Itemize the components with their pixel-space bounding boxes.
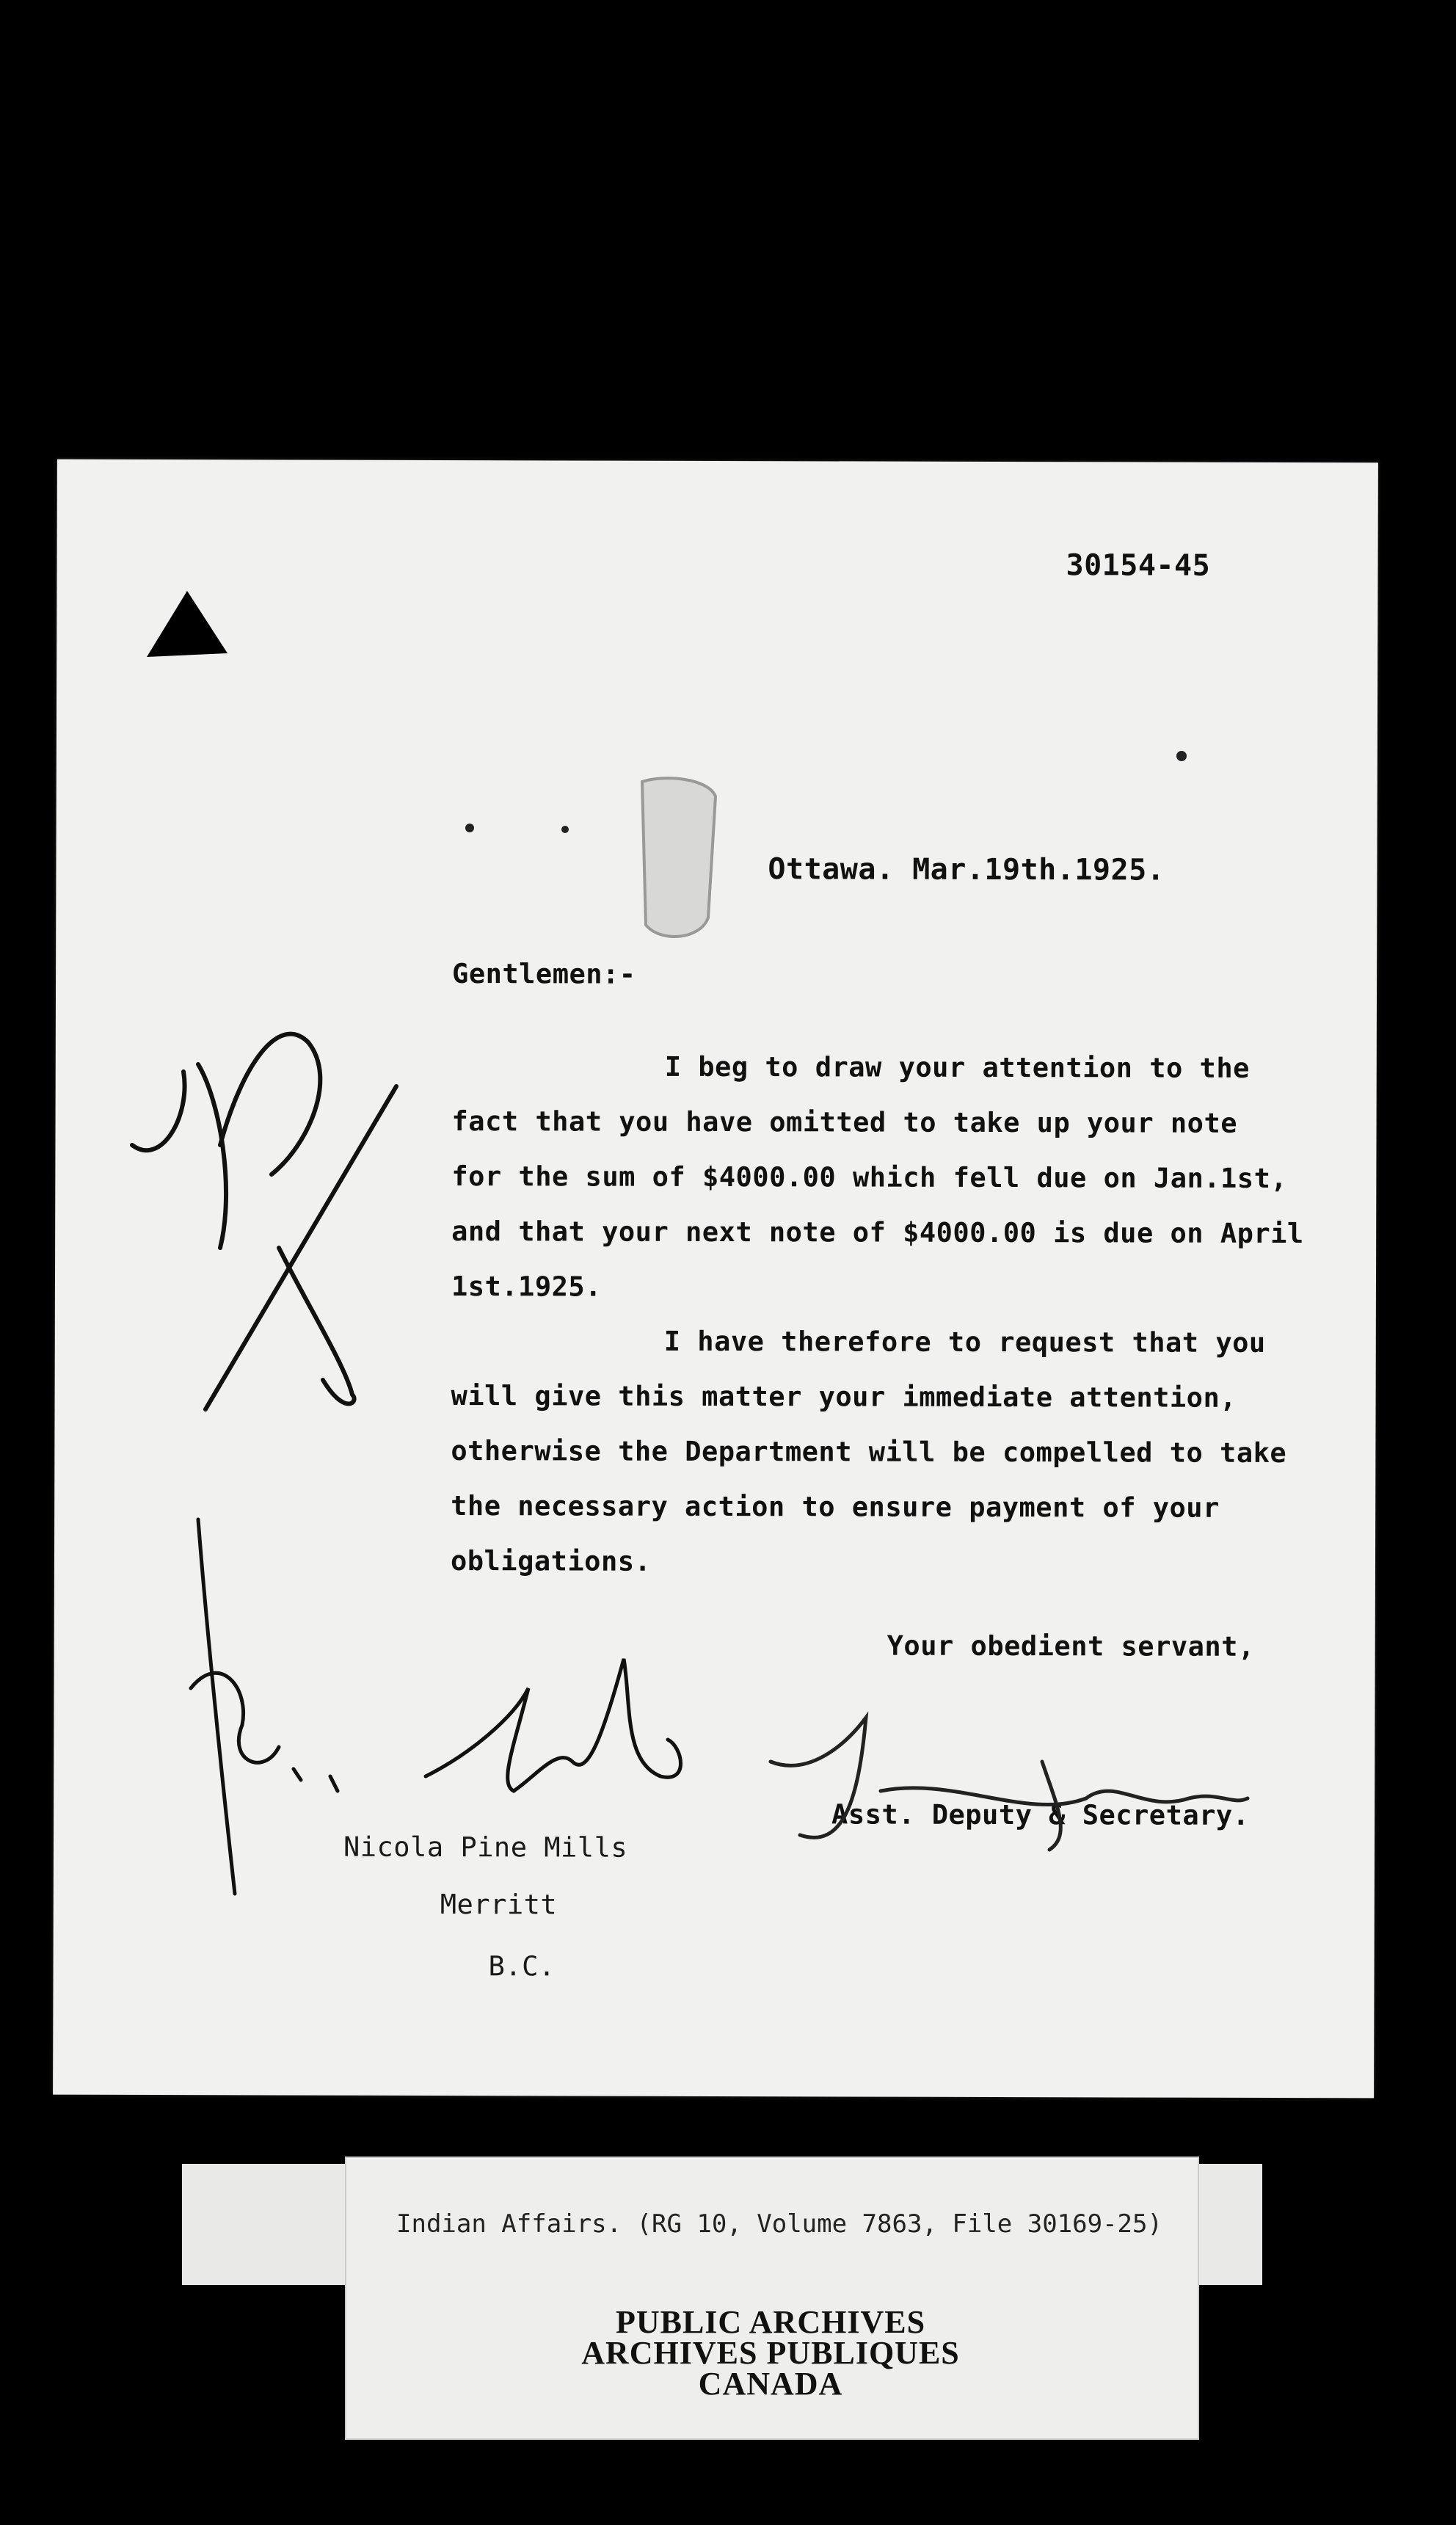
signature-title: Asst. Deputy & Secretary. [831,1798,1250,1831]
ink-speck [465,824,474,832]
paragraph-1-line: fact that you have omitted to take up your note [451,1105,1238,1139]
paragraph-2-line: I have therefore to request that you [663,1325,1266,1359]
archive-line-1: PUBLIC ARCHIVES [615,2304,926,2340]
marginal-initials [132,1034,396,1409]
paragraph-2-line: will give this matter your immediate attention, [451,1380,1237,1414]
paragraph-1-line: for the sum of $4000.00 which fell due on Jan.1st, [451,1160,1288,1195]
paragraph-2-line: obligations. [450,1545,652,1577]
archive-line-3: CANADA [698,2366,843,2402]
marginal-scrawl [191,1519,338,1894]
paragraph-2-line: otherwise the Department will be compelled to take [451,1435,1287,1469]
smudged-stamp [642,778,716,937]
paragraph-1-line: 1st.1925. [451,1271,603,1303]
addressee-name: Nicola Pine Mills [343,1831,628,1864]
paragraph-2-line: the necessary action to ensure payment of your [451,1490,1220,1524]
paragraph-1-line: and that your next note of $4000.00 is due on April [451,1216,1304,1250]
archive-line-2: ARCHIVES PUBLIQUES [581,2335,960,2371]
place-date: Ottawa. Mar.19th.1925. [768,852,1165,887]
ink-speck [1176,751,1187,761]
salutation: Gentlemen:- [452,958,636,990]
addressee-city: Merritt [440,1889,558,1921]
ink-speck [561,826,569,833]
addressee-province: B.C. [488,1950,556,1983]
signature [771,1718,1248,1850]
clerk-initials [426,1659,681,1791]
torn-corner-mark [147,591,228,657]
archive-reference: Indian Affairs. (RG 10, Volume 7863, File 30169-25) [396,2209,1162,2239]
paragraph-1-line: I beg to draw your attention to the [664,1050,1250,1084]
closing: Your obedient servant, [887,1630,1255,1663]
file-number: 30154-45 [1066,548,1211,583]
